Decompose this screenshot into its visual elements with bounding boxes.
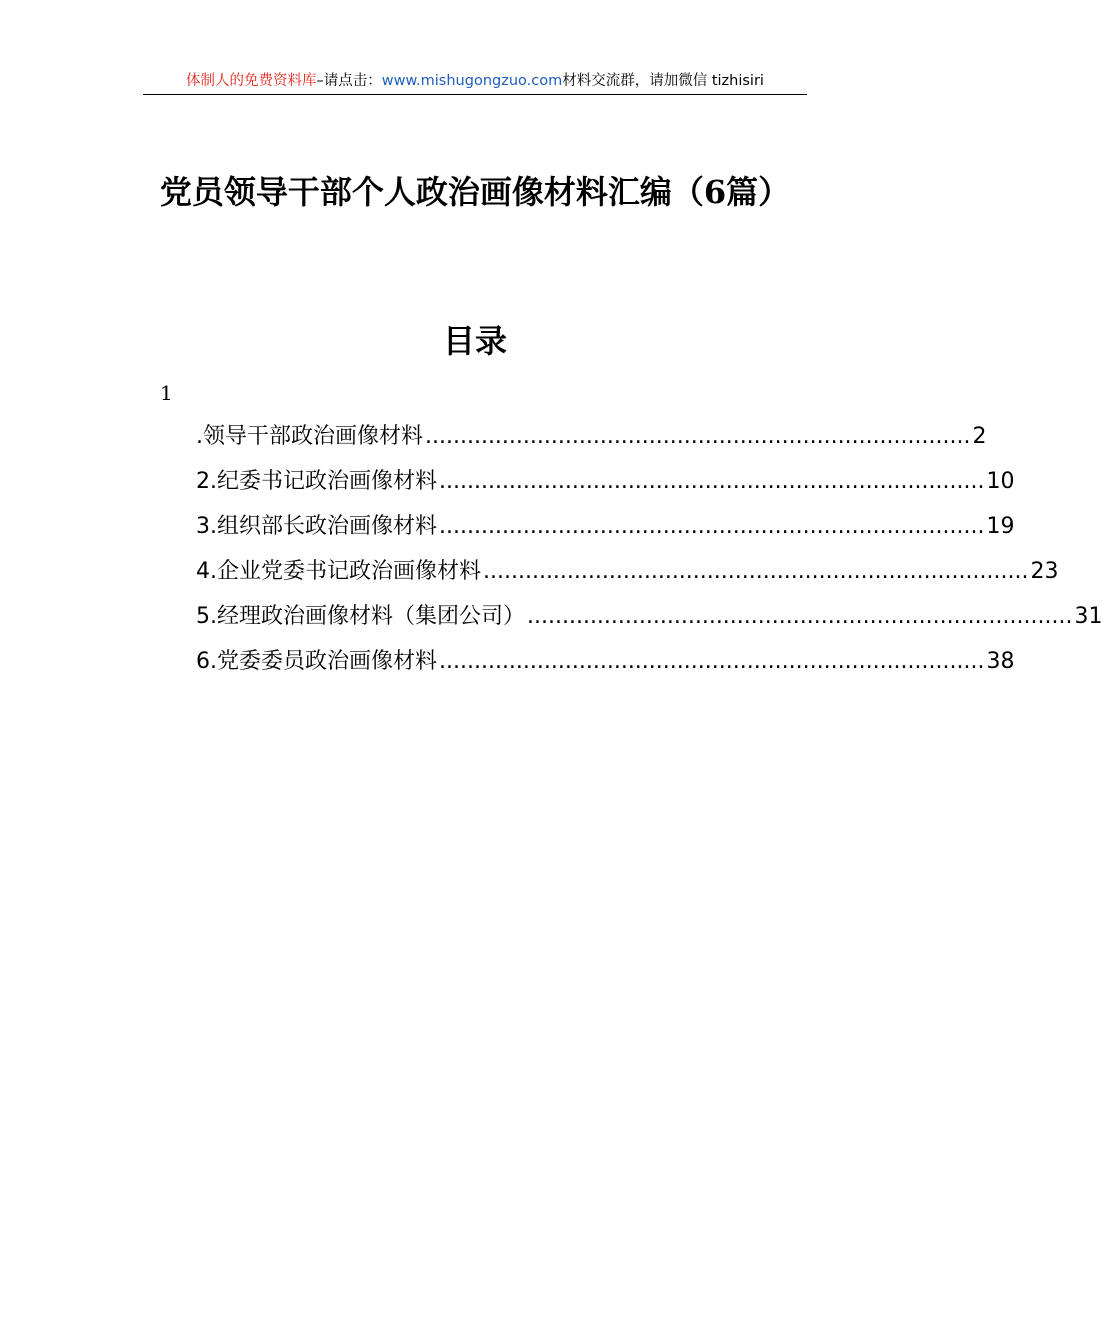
page-header bbox=[143, 70, 807, 95]
header-brand: 体制人的免费资料库 bbox=[186, 73, 317, 89]
toc-dot-leader: .............................................................................. bbox=[439, 514, 985, 539]
toc-dot-leader: .............................................................................. bbox=[439, 649, 985, 674]
document-title: 党员领导干部个人政治画像材料汇编（6篇） bbox=[159, 173, 791, 211]
table-of-contents bbox=[196, 419, 1102, 689]
header-prompt: –请点击： bbox=[316, 73, 382, 89]
toc-dot-leader: .............................................................................. bbox=[439, 469, 985, 494]
toc-entry[interactable] bbox=[196, 464, 1015, 509]
toc-entry-label: 2.纪委书记政治画像材料 bbox=[196, 469, 437, 494]
toc-entry-label: 5.经理政治画像材料（集团公司） bbox=[196, 604, 525, 629]
toc-dot-leader: .............................................................................. bbox=[483, 559, 1029, 584]
toc-entry[interactable] bbox=[196, 509, 1015, 554]
toc-entry-page: 38 bbox=[986, 649, 1015, 674]
header-link[interactable]: www.mishugongzuo.com bbox=[381, 73, 563, 89]
toc-entry-page: 2 bbox=[972, 424, 987, 449]
toc-entry-label: 3.组织部长政治画像材料 bbox=[196, 514, 437, 539]
toc-entry-page: 31 bbox=[1074, 604, 1102, 629]
toc-entry-label: .领导干部政治画像材料 bbox=[196, 424, 423, 449]
toc-entry[interactable] bbox=[196, 554, 1059, 599]
toc-dot-leader: .............................................................................. bbox=[425, 424, 971, 449]
toc-entry-label: 4.企业党委书记政治画像材料 bbox=[196, 559, 481, 584]
toc-entry[interactable] bbox=[196, 599, 1102, 644]
toc-heading: 目录 bbox=[442, 322, 507, 360]
toc-entry[interactable] bbox=[196, 419, 987, 464]
toc-entry-page: 23 bbox=[1030, 559, 1059, 584]
toc-entry-page: 10 bbox=[986, 469, 1015, 494]
toc-number: 1 bbox=[160, 381, 173, 405]
toc-entry[interactable] bbox=[196, 644, 1015, 689]
header-tail: 材料交流群，请加微信 tizhisiri bbox=[562, 73, 764, 89]
toc-entry-page: 19 bbox=[986, 514, 1015, 539]
toc-entry-label: 6.党委委员政治画像材料 bbox=[196, 649, 437, 674]
toc-dot-leader: .............................................................................. bbox=[527, 604, 1073, 629]
